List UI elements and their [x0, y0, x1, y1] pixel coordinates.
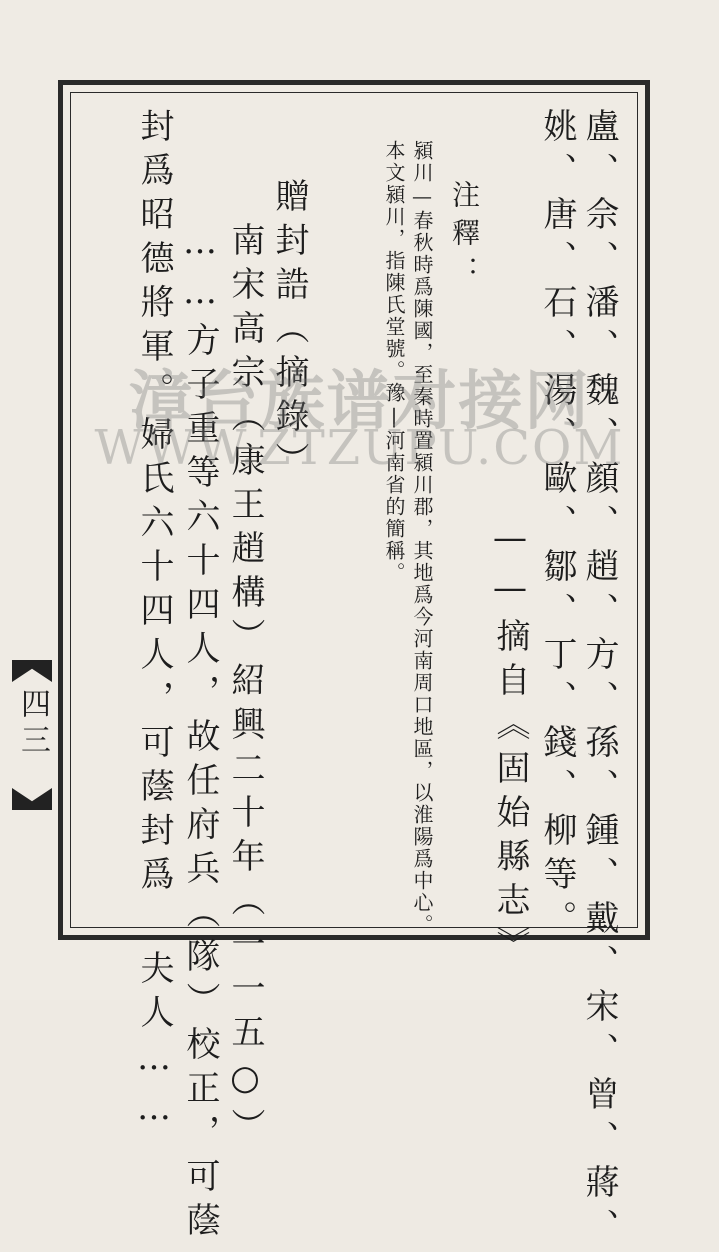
decree-column-2: ……方子重等六十四人，故任府兵（隊）校正，可蔭: [180, 222, 220, 1246]
watermark-title: 漳台族谱对接网: [128, 365, 591, 439]
page-number-marker: [10, 660, 54, 810]
source-citation: ——摘自《固始縣志》: [490, 518, 530, 970]
triangle-bottom-icon: [12, 788, 52, 810]
decree-column-3: 封爲昭德將軍。婦氏六十四人，可蔭封爲 夫人……: [134, 108, 174, 1138]
text-column-2: 姚、唐、石、湯、歐、鄒、丁、錢、柳等。: [537, 108, 577, 944]
decree-column-1: 南宋高宗（康王趙構）紹興二十年（一一五○）: [225, 222, 265, 1152]
page-number: 四三: [15, 688, 50, 760]
text-column-1: 盧、佘、潘、魏、顔、趙、方、孫、鍾、戴、宋、曾、蔣、: [579, 108, 619, 1252]
triangle-top-icon: [12, 660, 52, 682]
notes-heading: 注釋：: [448, 180, 481, 294]
note-column-2: 本文潁川，指陳氏堂號。豫|河南省的簡稱。: [382, 140, 406, 584]
section-title: 贈封誥（摘錄）: [269, 178, 309, 486]
watermark-url: WWW.ZTZUPU.COM: [94, 420, 625, 476]
note-column-1: 潁川—春秋時爲陳國，至秦時置潁川郡，其地爲今河南周口地區，以淮陽爲中心。: [410, 140, 434, 936]
